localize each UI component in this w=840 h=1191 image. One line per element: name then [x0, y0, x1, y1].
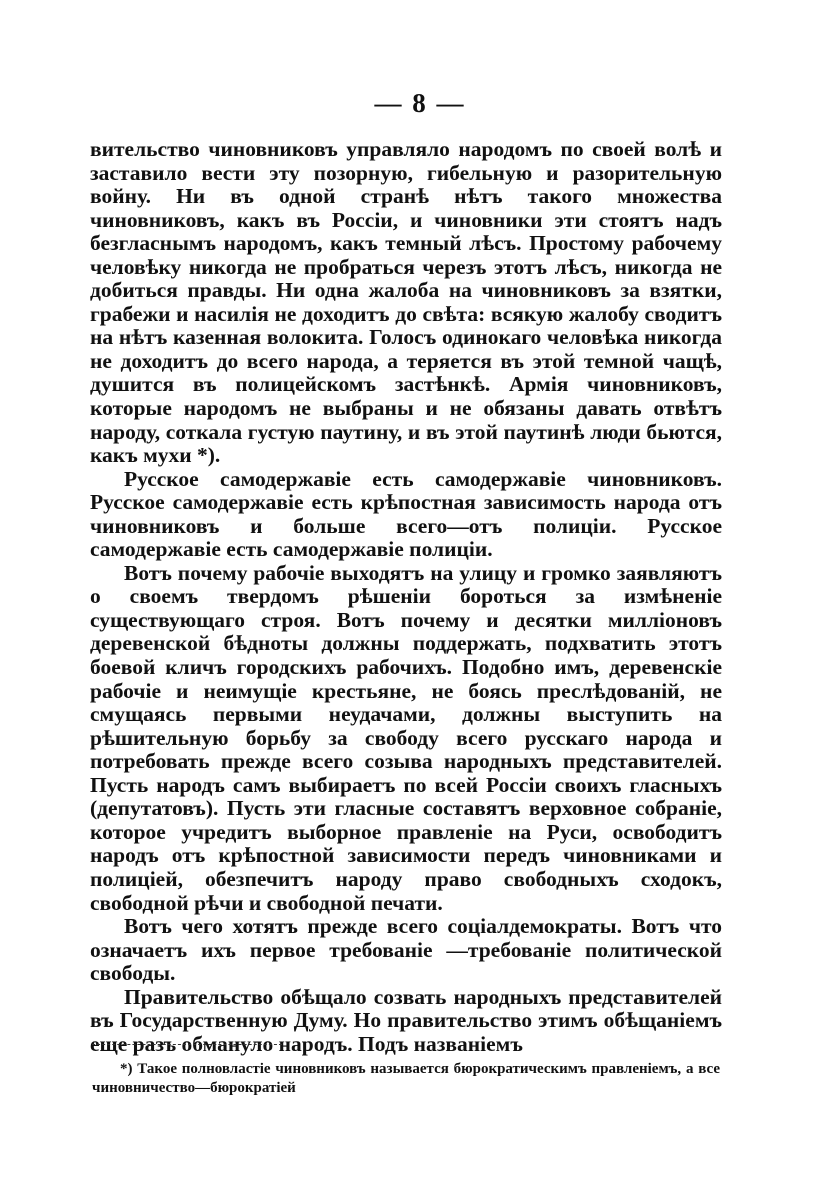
paragraph-social-democrats: Вотъ чего хотятъ прежде всего соціалдемократы. Вотъ что означаетъ ихъ первое требованіе —требованіе политической свободы.	[90, 914, 722, 986]
footnote-divider	[92, 1044, 282, 1045]
paragraph-government-duma: Правительство обѣщало созвать народныхъ представителей въ Государственную Думу. Но правительство этимъ обѣщаніемъ еще разъ обмануло народъ. Подъ названіемъ	[90, 984, 722, 1056]
footnote-text: *) Такое полновластіе чиновниковъ называется бюрократическимъ правленіемъ, а все чиновничество—бюрократіей	[92, 1061, 720, 1096]
paragraph-autocracy: Русское самодержавіе есть самодержавіе чиновниковъ. Русское самодержавіе есть крѣпостная зависимость народа отъ чиновниковъ и больше всего—отъ полиціи. Русское самодержавіе есть самодержавіе полиціи.	[90, 466, 722, 562]
paragraph-workers: Вотъ почему рабочіе выходятъ на улицу и громко заявляютъ о своемъ твердомъ рѣшеніи бороться за измѣненіе существующаго строя. Вотъ почему и десятки милліоновъ деревенской бѣдноты должны поддержать, подхватить этотъ боевой кличъ городскихъ рабочихъ. Подобно имъ, деревенскіе рабочіе и неимущіе крестьяне, не боясь преслѣдованій, не смущаясь первыми неудачами, должны выступить на рѣшительную борьбу за свободу всего русскаго народа и потребовать прежде всего созыва народныхъ представителей. Пусть народъ самъ выбираетъ по всей Россіи своихъ гласныхъ (депутатовъ). Пусть эти гласные составятъ верховное собраніе, которое учредитъ выборное правленіе на Руси, освободитъ народъ отъ крѣпостной зависимости передъ чиновниками и полиціей, обезпечитъ народу право свободныхъ сходокъ, свободной рѣчи и свободной печати.	[90, 560, 722, 915]
page-number: — 8 —	[374, 88, 466, 118]
footnote	[92, 1060, 720, 1098]
body-text	[90, 138, 722, 1056]
paragraph-continuation: вительство чиновниковъ управляло народомъ по своей волѣ и заставило вести эту позорную, гибельную и разорительную войну. Ни въ одной странѣ нѣтъ такого множества чиновниковъ, какъ въ Россіи, и чиновники эти стоятъ надъ безгласнымъ народомъ, какъ темный лѣсъ. Простому рабочему человѣку никогда не пробраться черезъ этотъ лѣсъ, никогда не добиться правды. Ни одна жалоба на чиновниковъ за взятки, грабежи и насилія не доходитъ до свѣта: всякую жалобу сводитъ на нѣтъ казенная волокита. Голосъ одинокаго человѣка никогда не доходитъ до всего народа, а теряется въ этой темной чащѣ, душится въ полицейскомъ застѣнкѣ. Армія чиновниковъ, которые народомъ не выбраны и не обязаны давать отвѣтъ народу, соткала густую паутину, и въ этой паутинѣ люди бьются, какъ мухи *).	[90, 137, 722, 468]
